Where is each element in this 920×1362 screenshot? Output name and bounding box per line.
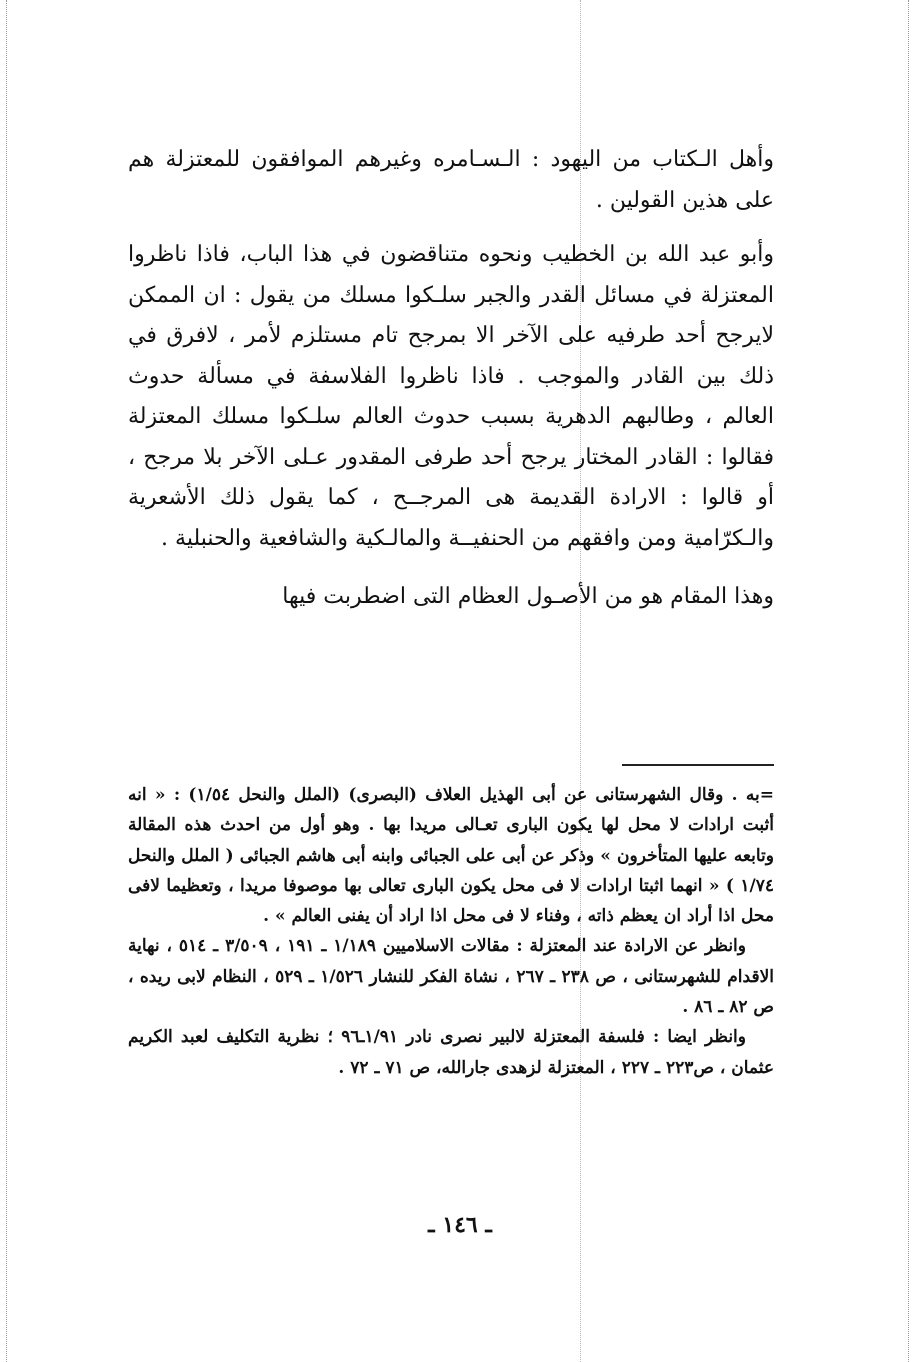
paragraph-2: وأبو عبد الله بن الخطيب ونحوه متناقضون في هذا الباب، فاذا ناظروا المعتزلة في مسائل القدر والجبر سلـكوا مسلك من يقول : ان الممكن لايرجح أحد طرفيه على الآخر الا بمرجح تام مستلزم لأمر ، لافرق في ذلك بين القادر والموجب . فاذا ناظروا الفلاسفة في مسألة حدوث العالم ، وطالبهم الدهرية بسبب حدوث العالم سلـكوا مسلك المعتزلة فقالوا : القادر المختار يرجح أحد طرفى المقدور عـلى الآخر بلا مرجح ، أو قالوا : الارادة القديمة هى المرجــح ، كما يقول ذلك الأشعرية والـكرّامية ومن وافقهم من الحنفيــة والمالـكية والشافعية والحنبلية . — [128, 242, 774, 551]
scan-margin-line-right — [908, 0, 909, 1362]
footnote-3: وانظر ايضا : فلسفة المعتزلة لالبير نصرى نادر ١/٩١ـ٩٦ ؛ نظرية التكليف لعبد الكريم عثمان ، ص٢٢٣ ـ ٢٢٧ ، المعتزلة لزهدى جارالله، ص ٧١ ـ ٧٢ . — [128, 1027, 774, 1078]
page-number: ـ ١٤٦ ـ — [428, 1212, 492, 1238]
scan-margin-line-left — [6, 0, 7, 1362]
footnote-2: وانظر عن الارادة عند المعتزلة : مقالات الاسلاميين ١/١٨٩ ـ ١٩١ ، ٣/٥٠٩ ـ ٥١٤ ، نهاية الاقدام للشهرستانى ، ص ٢٣٨ ـ ٢٦٧ ، نشاة الفكر للنشار ١/٥٢٦ ـ ٥٢٩ ، النظام لابى ريده ، ص ٨٢ ـ ٨٦ . — [128, 936, 774, 1018]
footnote-1: =به . وقال الشهرستانى عن أبى الهذيل العلاف (البصرى) (الملل والنحل ١/٥٤) : « انه أثبت ارادات لا محل لها يكون البارى تعـالى مريدا بها . وهو أول من احدث هذه المقالة وتابعه عليها المتأخرون » وذكر عن أبى على الجبائى وابنه أبى هاشم الجبائى ( الملل والنحل ١/٧٤ ) « انهما اثبتا ارادات لا فى محل يكون البارى تعالى بها موصوفا مريدا ، وتعظيما لافى محل اذا أراد ان يعظم ذاته ، وفناء لا فى محل اذا اراد أن يفنى العالم » . — [128, 785, 774, 927]
paragraph-1: وأهل الـكتاب من اليهود : الـسـامره وغيرهم الموافقون للمعتزلة هم على هذين القولين . — [128, 147, 774, 213]
footnote-separator — [622, 764, 774, 766]
paragraph-3: وهذا المقام هو من الأصـول العظام التى اضطربت فيها — [282, 584, 774, 609]
footnotes — [128, 780, 774, 1083]
main-text — [128, 140, 774, 618]
